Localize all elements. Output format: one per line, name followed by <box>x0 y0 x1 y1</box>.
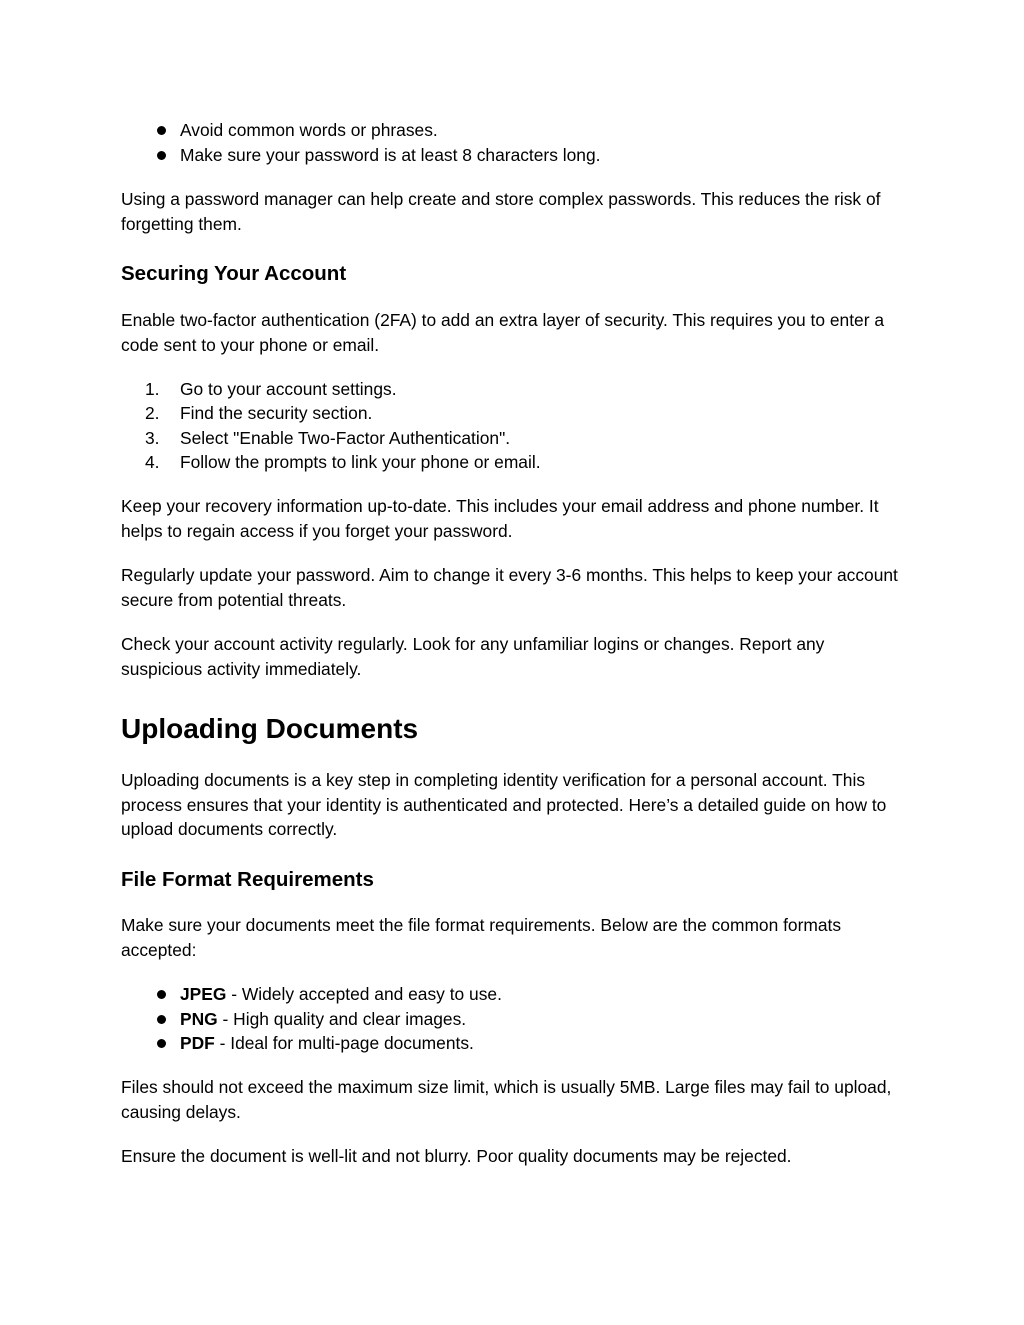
paragraph-uploading: Uploading documents is a key step in completing identity verification for a personal account. This process ensures that your identity is authenticated and protected. Here’s a detailed guide on how to upload documents correctly. <box>121 770 887 839</box>
paragraph-activity: Check your account activity regularly. Look for any unfamiliar logins or changes. Report any suspicious activity immediately. <box>121 634 825 679</box>
list-item-text: Make sure your password is at least 8 characters long. <box>180 145 601 165</box>
list-item-text <box>180 1031 474 1056</box>
list-item-number: 3. <box>145 428 160 448</box>
list-item-text: Find the security section. <box>180 403 373 423</box>
list-item <box>121 401 881 426</box>
list-item-text: Go to your account settings. <box>180 379 397 399</box>
list-item <box>121 450 881 475</box>
format-description: - Widely accepted and easy to use. <box>226 984 502 1004</box>
list-item <box>121 143 881 168</box>
list-item-text <box>180 1007 466 1032</box>
list-item-number: 4. <box>145 452 160 472</box>
list-item <box>121 1007 881 1032</box>
list-item <box>121 377 881 402</box>
paragraph-update: Regularly update your password. Aim to change it every 3-6 months. This helps to keep your account secure from potential threats. <box>121 565 898 610</box>
bullet-marker <box>151 143 171 168</box>
list-item-text: Avoid common words or phrases. <box>180 120 438 140</box>
bullet-marker <box>151 1031 171 1056</box>
format-description: - High quality and clear images. <box>217 1009 467 1029</box>
paragraph-quality: Ensure the document is well-lit and not blurry. Poor quality documents may be rejected. <box>121 1146 792 1166</box>
format-name: PNG <box>180 1009 218 1029</box>
heading-uploading-documents: Uploading Documents <box>121 713 419 744</box>
bullet-marker <box>151 118 171 143</box>
format-name: PDF <box>180 1033 215 1053</box>
format-name: JPEG <box>180 984 227 1004</box>
list-item-text <box>180 982 502 1007</box>
list-item-number: 1. <box>145 379 160 399</box>
list-item-number: 2. <box>145 403 160 423</box>
bullet-marker <box>151 1007 171 1032</box>
paragraph-size-limit: Files should not exceed the maximum size limit, which is usually 5MB. Large files may fail to upload, causing delays. <box>121 1077 892 1122</box>
paragraph-2fa: Enable two-factor authentication (2FA) to add an extra layer of security. This requires you to enter a code sent to your phone or email. <box>121 310 885 355</box>
list-item <box>121 982 881 1007</box>
list-item <box>121 118 881 143</box>
bullet-marker <box>151 982 171 1007</box>
format-description: - Ideal for multi-page documents. <box>214 1033 474 1053</box>
paragraph-format: Make sure your documents meet the file format requirements. Below are the common formats accepted: <box>121 915 842 960</box>
list-item-text: Follow the prompts to link your phone or email. <box>180 452 541 472</box>
heading-file-format: File Format Requirements <box>121 868 374 891</box>
list-item <box>121 426 881 451</box>
paragraph-password-manager: Using a password manager can help create and store complex passwords. This reduces the risk of forgetting them. <box>121 189 881 234</box>
heading-securing-account: Securing Your Account <box>121 262 347 285</box>
list-item-text: Select "Enable Two-Factor Authentication". <box>180 428 511 448</box>
list-item <box>121 1031 881 1056</box>
paragraph-recovery: Keep your recovery information up-to-date. This includes your email address and phone number. It helps to regain access if you forget your password. <box>121 496 879 541</box>
